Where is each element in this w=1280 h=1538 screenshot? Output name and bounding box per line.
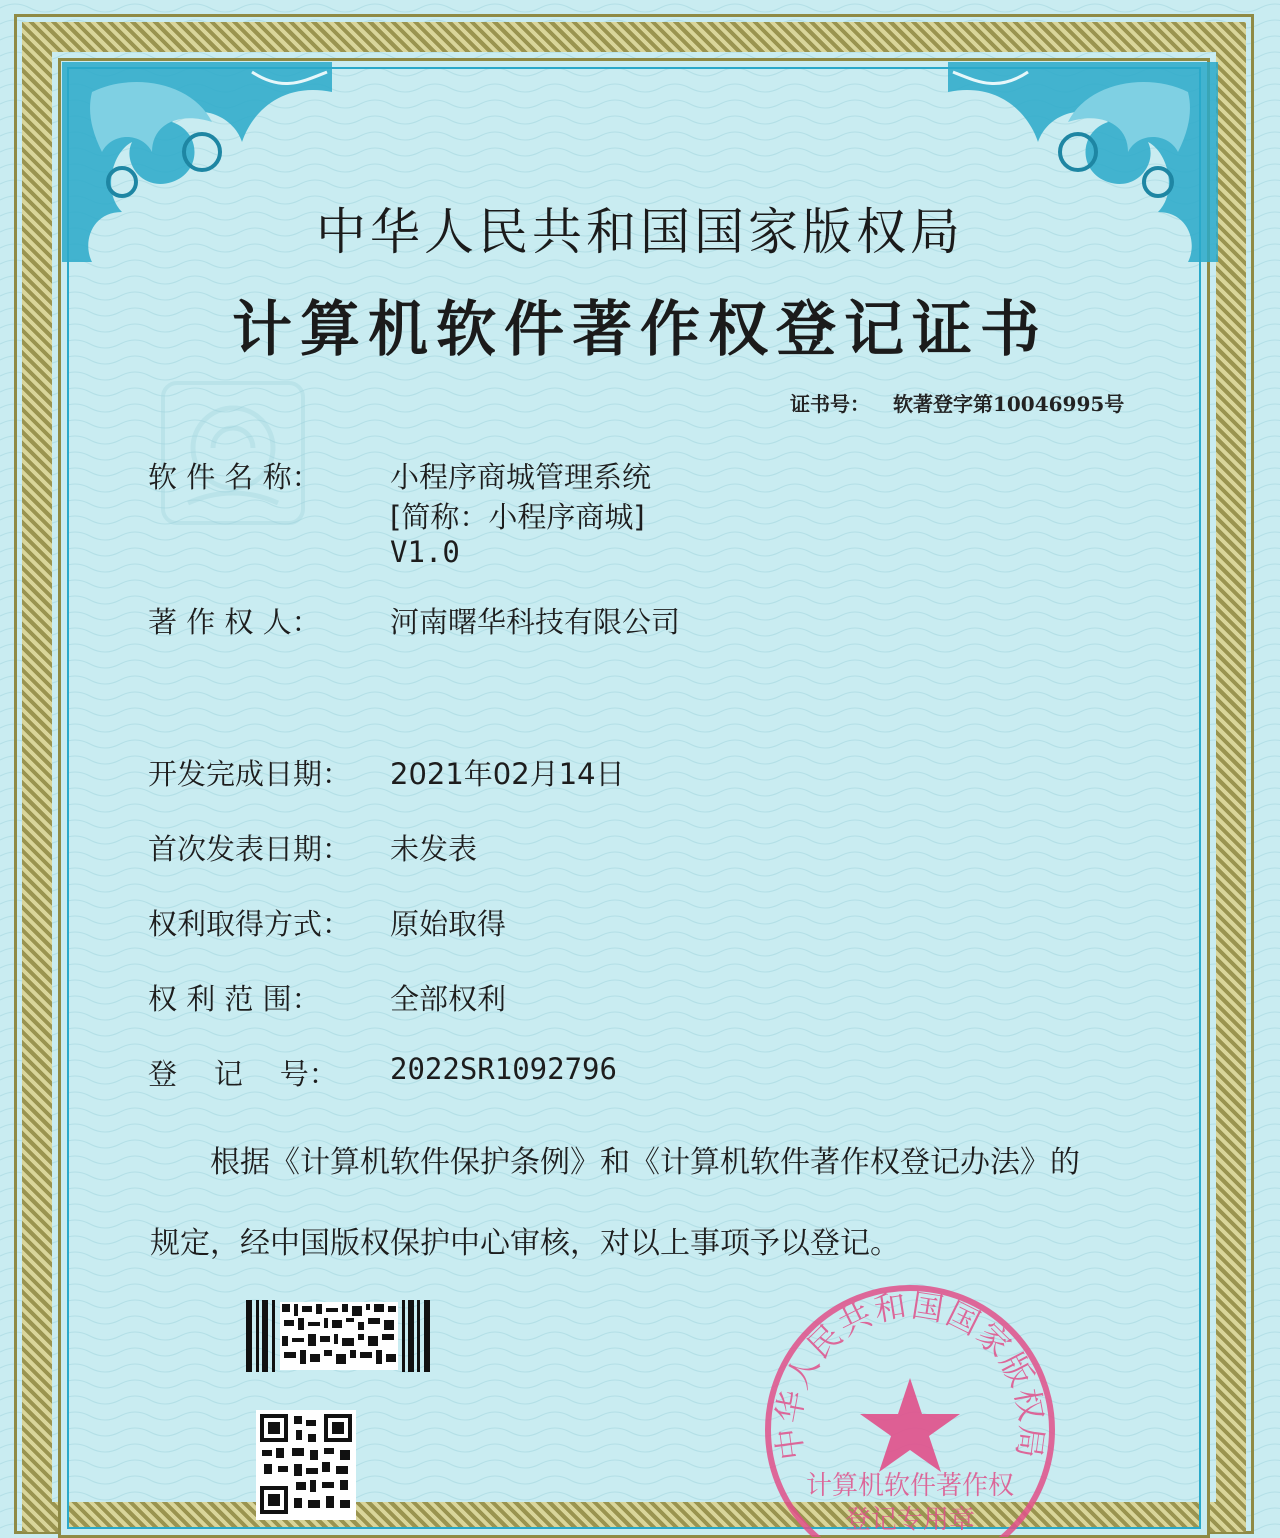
rights-scope-value: 全部权利 (390, 982, 507, 1016)
first-publication-date-label: 首次发表日期： (148, 832, 352, 866)
seal-text-line-2: 登记专用章 (844, 1505, 976, 1535)
acquisition-method-value: 原始取得 (390, 907, 507, 941)
software-name-value: 小程序商城管理系统 (390, 460, 652, 494)
watermark-emblem-icon (158, 378, 308, 528)
certificate-number-value: 软著登字第10046995号 (892, 392, 1125, 416)
completion-date-label: 开发完成日期： (148, 757, 352, 791)
certificate-number (790, 388, 1124, 417)
software-short-name: [简称：小程序商城] (390, 500, 645, 534)
completion-date-value: 2021年02月14日 (390, 757, 625, 791)
barcode-icon[interactable] (246, 1300, 436, 1372)
seal-text-line-1: 计算机软件著作权 (805, 1471, 1015, 1501)
certificate-number-label: 证书号： (790, 392, 870, 416)
issuing-authority: 中华人民共和国国家版权局 (316, 203, 964, 261)
statement-line-1: 根据《计算机软件保护条例》和《计算机软件著作权登记办法》的 (210, 1145, 1080, 1180)
statement-line-2: 规定，经中国版权保护中心审核，对以上事项予以登记。 (150, 1226, 900, 1261)
registration-number-label: 登 记 号： (148, 1057, 338, 1091)
certificate-title: 计算机软件著作权登记证书 (232, 295, 1048, 365)
copyright-owner-value: 河南曙华科技有限公司 (390, 605, 681, 639)
official-seal (760, 1280, 1060, 1537)
seal-arc-text: 中华人民共和国国家版权局 (768, 1286, 1052, 1463)
registration-number-value: 2022SR1092796 (390, 1052, 617, 1086)
software-version: V1.0 (390, 535, 460, 569)
first-publication-date-value: 未发表 (390, 832, 478, 866)
acquisition-method-label: 权利取得方式： (148, 907, 352, 941)
qr-code-icon[interactable] (256, 1410, 356, 1520)
software-name-label: 软 件 名 称： (148, 460, 321, 494)
copyright-owner-label: 著 作 权 人： (148, 605, 321, 639)
seal-star-icon (860, 1378, 960, 1472)
rights-scope-label: 权 利 范 围： (148, 982, 321, 1016)
